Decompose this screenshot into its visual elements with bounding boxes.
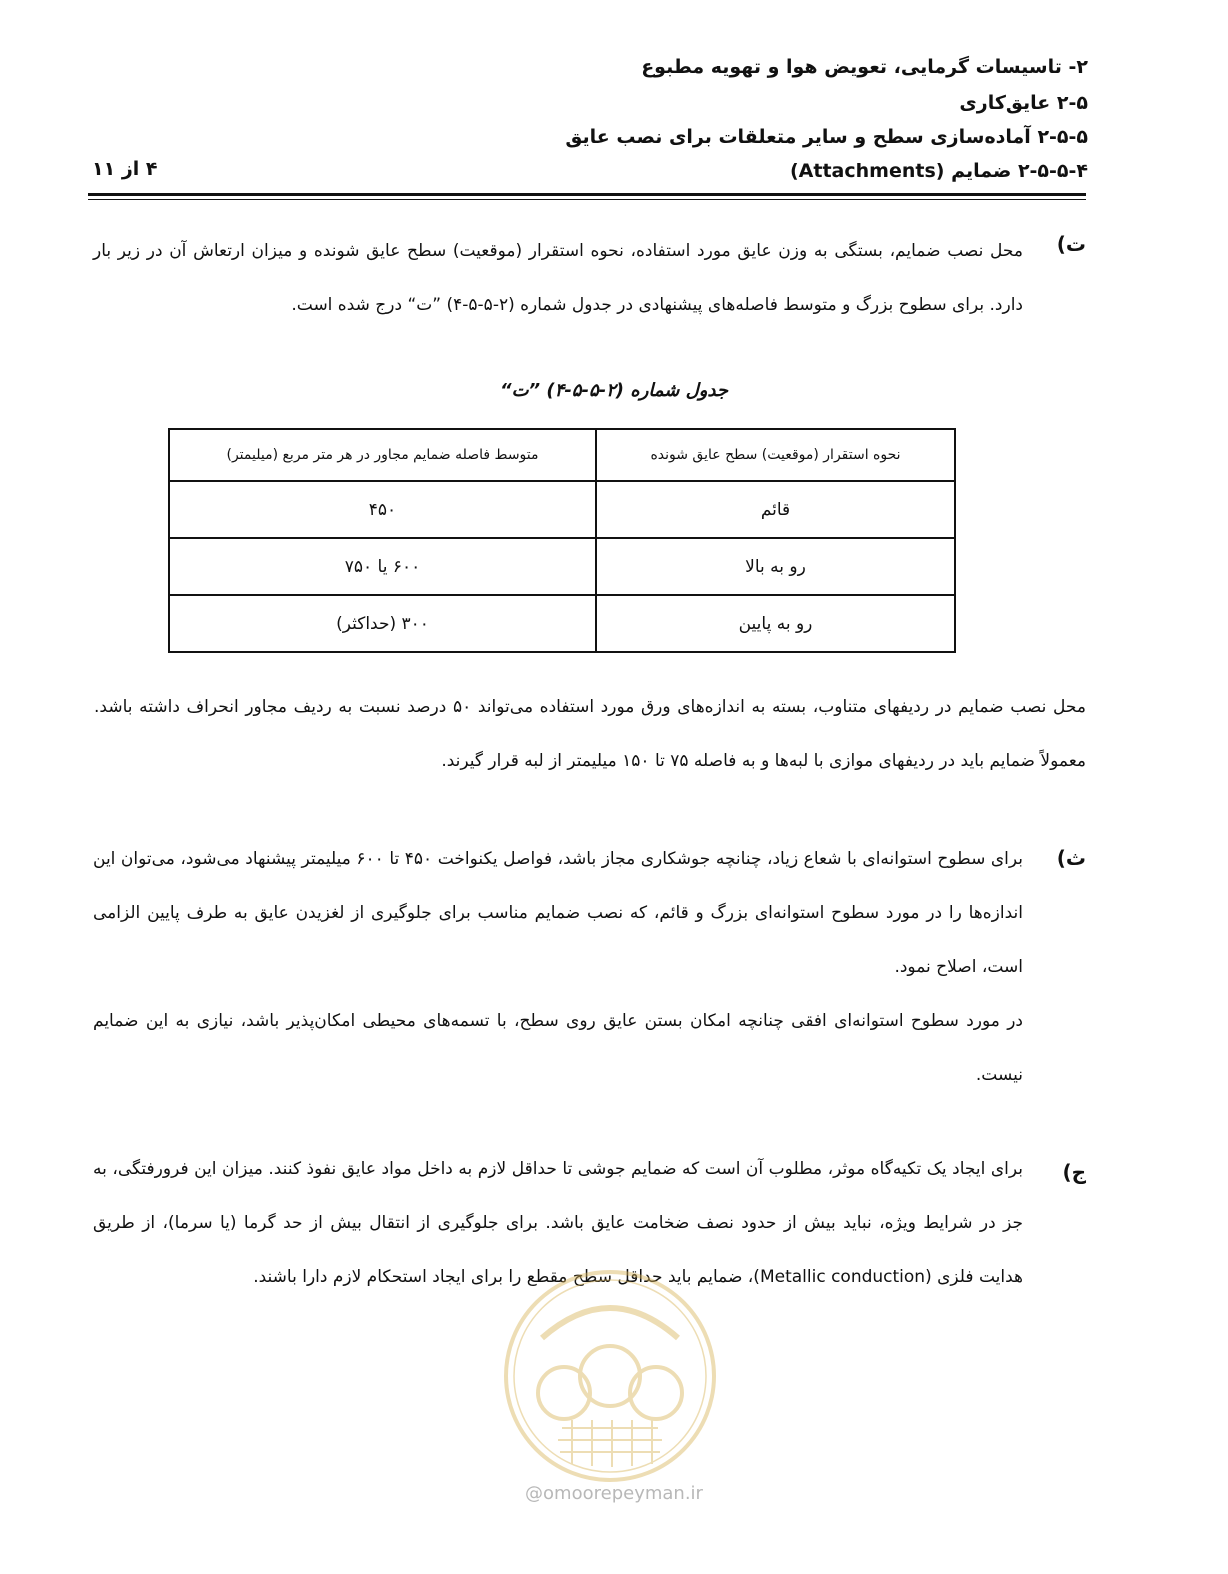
table-header-cell: نحوه استقرار (موقعیت) سطح عایق شونده — [596, 429, 955, 481]
table-cell: ۶۰۰ یا ۷۵۰ — [169, 538, 596, 595]
table-row — [169, 538, 955, 595]
paragraph-th-2: در مورد سطوح استوانه‌ای افقی چنانچه امکان بستن عایق روی سطح، با تسمه‌های محیطی امکان‌پذیر باشد، نیازی به این ضمایم نیست. — [93, 1011, 1023, 1085]
attachments-spacing-table — [168, 428, 956, 653]
table-caption: جدول شماره (۲-۵-۵-۴) ”ت“ — [500, 380, 728, 401]
item-marker-th: ث) — [1056, 846, 1086, 870]
watermark-site-text: @omoorepeyman.ir — [525, 1483, 703, 1504]
page-number: ۴ از ۱۱ — [92, 158, 158, 180]
chapter-heading: ۲- تاسیسات گرمایی، تعویض هوا و تهویه مطبوع — [641, 56, 1088, 78]
table-cell: رو به پایین — [596, 595, 955, 652]
table-header-cell: متوسط فاصله ضمایم مجاور در هر متر مربع (میلیمتر) — [169, 429, 596, 481]
section-heading: ۲-۵ عایق‌کاری — [959, 92, 1088, 114]
subsection-heading: ۲-۵-۵ آماده‌سازی سطح و سایر متعلقات برای نصب عایق — [565, 126, 1088, 148]
header-rule-thin — [88, 199, 1086, 200]
table-cell: ۳۰۰ (حداکثر) — [169, 595, 596, 652]
table-header-row — [169, 429, 955, 481]
paragraph-th-1: برای سطوح استوانه‌ای با شعاع زیاد، چنانچه جوشکاری مجاز باشد، فواصل یکنواخت ۴۵۰ تا ۶۰۰ میلیمتر پیشنهاد می‌شود، می‌توان این اندازه‌ها را در مورد سطوح استوانه‌ای بزرگ و قائم، که نصب ضمایم مناسب برای جلوگیری از لغزیدن عایق به طرف پایین الزامی است، اصلاح نمود. — [93, 849, 1023, 977]
paragraph-t: محل نصب ضمایم، بستگی به وزن عایق مورد استفاده، نحوه استقرار (موقعیت) سطح عایق شونده و میزان ارتعاش آن در زیر بار دارد. برای سطوح بزرگ و متوسط فاصله‌های پیشنهادی در جدول شماره (۲-۵-۵-۴) ”ت“ درج شده است. — [93, 241, 1023, 315]
item-marker-j: ج) — [1062, 1160, 1086, 1184]
table-row — [169, 595, 955, 652]
table-cell: ۴۵۰ — [169, 481, 596, 538]
header-rule-thick — [88, 193, 1086, 196]
watermark-logo — [502, 1268, 718, 1484]
table-cell: رو به بالا — [596, 538, 955, 595]
paragraph-after-table: محل نصب ضمایم در ردیفهای متناوب، بسته به اندازه‌های ورق مورد استفاده می‌تواند ۵۰ درصد نسبت به ردیف مجاور انحراف داشته باشد. معمولاً ضمایم باید در ردیفهای موازی با لبه‌ها و به فاصله ۷۵ تا ۱۵۰ میلیمتر از لبه قرار گیرند. — [94, 697, 1086, 771]
table-cell: قائم — [596, 481, 955, 538]
table-row — [169, 481, 955, 538]
item-marker-t: ت) — [1056, 232, 1086, 256]
paragraph-j: برای ایجاد یک تکیه‌گاه موثر، مطلوب آن است که ضمایم جوشی تا حداقل لازم به داخل مواد عایق نفوذ کنند. میزان این فرورفتگی، به جز در شرایط ویژه، نباید بیش از حدود نصف ضخامت عایق باشد. برای جلوگیری از انتقال بیش از حد گرما (یا سرما)، از طریق هدایت فلزی (Metallic conduction)، ضمایم باید حداقل سطح مقطع را برای ایجاد استحکام لازم دارا باشند. — [93, 1159, 1023, 1287]
clause-heading: ۲-۵-۵-۴ ضمایم (Attachments) — [789, 160, 1088, 182]
